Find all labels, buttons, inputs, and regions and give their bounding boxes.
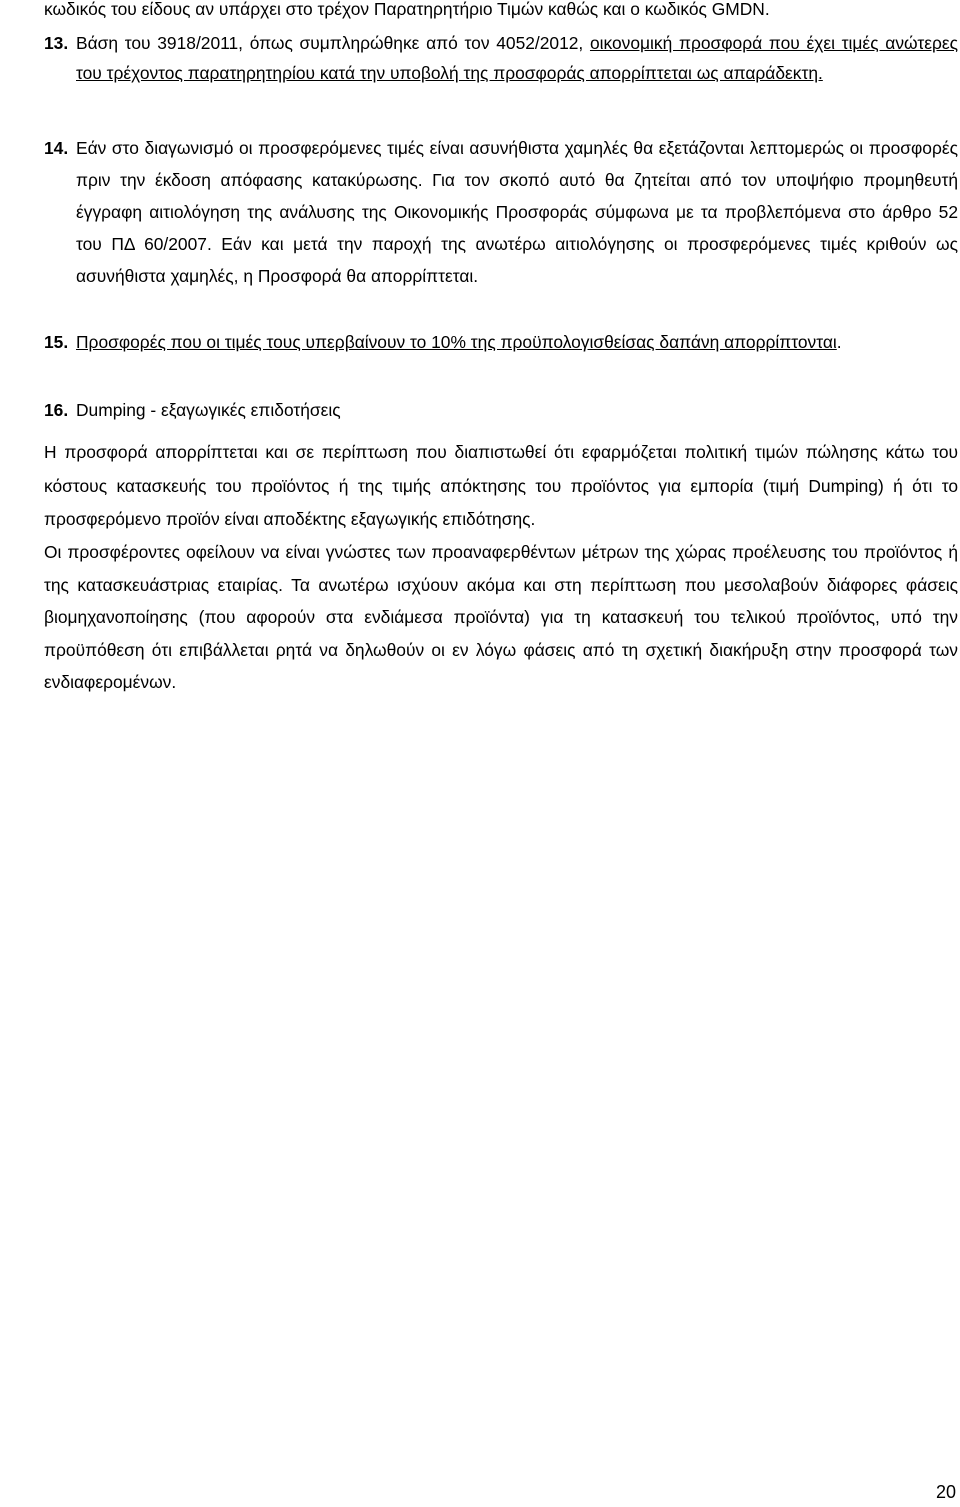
item-14-body: Εάν στο διαγωνισμό οι προσφερόμενες τιμές είναι ασυνήθιστα χαμηλές θα εξετάζονται λεπτομερώς οι προσφορές πριν την έκδοση απόφασης κατακύρωσης. Για τον σκοπό αυτό θα ζητείται από τον υποψήφιο προμηθευτή έγγραφη αιτιολόγηση της ανάλυσης της Οικονομικής Προσφοράς σύμφωνα με τα προβλεπόμενα στο άρθρο 52 του ΠΔ 60/2007. Εάν και μετά την παροχή της ανωτέρω αιτιολόγησης οι προσφερόμενες τιμές κριθούν ως ασυνήθιστα χαμηλές, η Προσφορά θα απορρίπτεται. bbox=[76, 138, 958, 286]
item-15-number: 15. bbox=[44, 332, 69, 352]
item-15-body bbox=[76, 326, 958, 358]
item-15-underlined-text: Προσφορές που οι τιμές τους υπερβαίνουν το 10% της προϋπολογισθείσας δαπάνη απορρίπτονται bbox=[76, 332, 837, 352]
page-number: 20 bbox=[935, 1482, 956, 1502]
item-14 bbox=[44, 132, 958, 292]
item-16-paragraph-2: Οι προσφέροντες οφείλουν να είναι γνώστες των προαναφερθέντων μέτρων της χώρας προέλευσης του προϊόντος ή της κατασκευάστριας εταιρίας. Τα ανωτέρω ισχύουν ακόμα και στη περίπτωση που μεσολαβούν διάφορες φάσεις βιομηχανοποίησης (που αφορούν στα ενδιάμεσα προϊόντα) για τη κατασκευή του τελικού προϊόντος, υπό την προϋπόθεση ότι επιβάλλεται ρητά να δηλωθούν οι εν λόγω φάσεις από τη σχετική διακήρυξη στην προσφορά των ενδιαφερομένων. bbox=[44, 542, 958, 692]
item-13-number: 13. bbox=[44, 33, 69, 53]
item-16-paragraph-1: Η προσφορά απορρίπτεται και σε περίπτωση που διαπιστωθεί ότι εφαρμόζεται πολιτική τιμών πώλησης κάτω του κόστους κατασκευής του προϊόντος ή της τιμής απόκτησης του προϊόντος για εμπορία (τιμή Dumping) ή ότι το προσφερόμενο προϊόν είναι αποδέκτης εξαγωγικής επιδότησης. bbox=[44, 442, 958, 529]
item-15 bbox=[44, 326, 958, 358]
item-16-number: 16. bbox=[44, 400, 69, 420]
item-14-number: 14. bbox=[44, 138, 69, 158]
intro-line: κωδικός του είδους αν υπάρχει στο τρέχον Παρατηρητήριο Τιμών καθώς και ο κωδικός GMDN. bbox=[44, 0, 770, 19]
item-16 bbox=[44, 394, 958, 426]
item-13-body bbox=[76, 28, 958, 88]
item-13 bbox=[44, 28, 958, 88]
item-16-heading: Dumping - εξαγωγικές επιδοτήσεις bbox=[76, 400, 341, 420]
item-13-underlined-text: οικονομική προσφορά που έχει τιμές ανώτερες του τρέχοντος παρατηρητηρίου κατά την υποβολή της προσφοράς απορρίπτεται ως απαράδεκτη. bbox=[76, 33, 958, 83]
item-15-end: . bbox=[836, 332, 842, 352]
item-13-text: Βάση του 3918/2011, όπως συμπληρώθηκε από τον 4052/2012, bbox=[76, 33, 590, 53]
